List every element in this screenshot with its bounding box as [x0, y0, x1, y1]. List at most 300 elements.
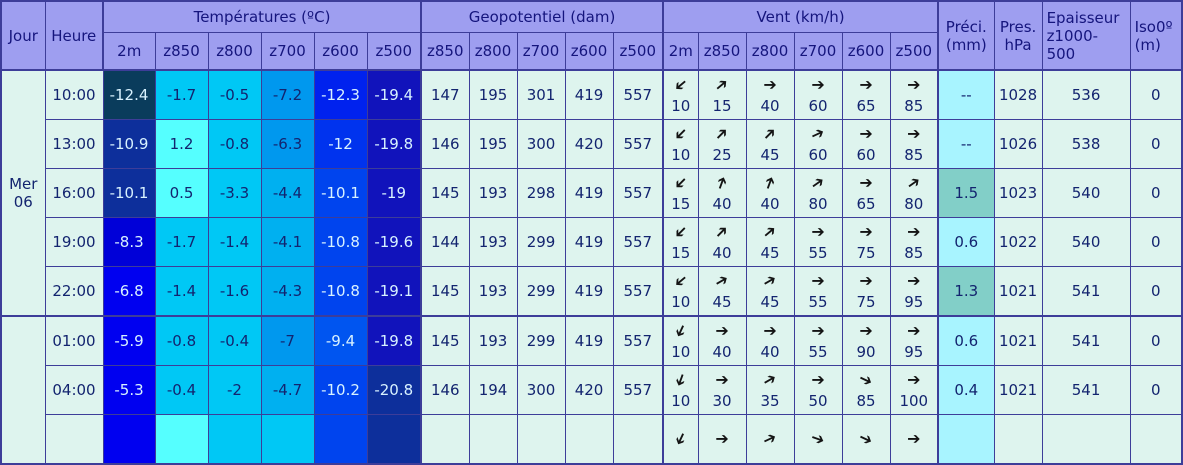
temp-cell: 1.2 — [155, 120, 208, 169]
temp-cell: -6.8 — [103, 267, 155, 317]
temp-cell: -0.8 — [208, 120, 261, 169]
wind-speed-value: 40 — [712, 195, 732, 213]
temp-cell: -10.8 — [314, 267, 367, 317]
wind-direction-arrow-icon — [795, 172, 842, 194]
wind-arrow-glyph: ➔ — [758, 122, 782, 146]
wind-speed-value: 85 — [904, 97, 924, 115]
wind-speed-value: 15 — [671, 195, 691, 213]
wind-speed-value: 95 — [904, 293, 924, 311]
wind-cell — [746, 366, 794, 415]
wind-arrow-glyph: ➔ — [811, 321, 825, 340]
wind-cell — [698, 70, 746, 120]
wind-direction-arrow-icon — [795, 221, 842, 243]
wind-cell — [663, 169, 698, 218]
wind-cell — [663, 415, 698, 465]
wind-speed-value: 45 — [760, 244, 780, 262]
temp-cell: -19.6 — [367, 218, 421, 267]
temp-cell — [261, 415, 314, 465]
wind-speed-value: 15 — [671, 244, 691, 262]
wind-cell — [842, 70, 890, 120]
forecast-row — [1, 366, 1182, 415]
iso0-cell: 0 — [1130, 120, 1182, 169]
col-header-preci — [938, 1, 994, 70]
pression-cell: 1023 — [994, 169, 1042, 218]
group-header-geopotentiel: Geopotentiel (dam) — [421, 1, 663, 33]
wind-cell — [698, 169, 746, 218]
wind-arrow-glyph: ➔ — [859, 75, 873, 94]
wind-arrow-glyph: ➔ — [758, 220, 781, 244]
wind-cell — [746, 70, 794, 120]
wind-direction-arrow-icon — [747, 221, 794, 243]
wind-cell — [698, 120, 746, 169]
forecast-row — [1, 267, 1182, 317]
temp-cell: -2 — [208, 366, 261, 415]
precipitation-cell: 0.6 — [938, 218, 994, 267]
temp-cell: -0.5 — [208, 70, 261, 120]
precipitation-cell — [938, 415, 994, 465]
temp-cell: -19.1 — [367, 267, 421, 317]
geopotentiel-cell: 420 — [565, 366, 613, 415]
wind-cell — [890, 120, 938, 169]
col-header-iso-line: Iso0º — [1134, 17, 1173, 36]
wind-arrow-glyph: ➔ — [759, 427, 780, 450]
wind-speed-value: 65 — [856, 97, 876, 115]
col-header-iso — [1130, 1, 1182, 70]
iso0-cell: 0 — [1130, 169, 1182, 218]
wind-direction-arrow-icon — [664, 123, 698, 145]
wind-cell — [842, 366, 890, 415]
wind-arrow-glyph: ➔ — [711, 268, 733, 293]
temp-cell: 0.5 — [155, 169, 208, 218]
wind-direction-arrow-icon — [795, 270, 842, 292]
wind-arrow-glyph: ➔ — [669, 73, 693, 97]
geopotentiel-cell — [421, 415, 469, 465]
temp-cell — [314, 415, 367, 465]
wind-direction-arrow-icon — [843, 270, 890, 292]
wind-direction-arrow-icon — [747, 369, 794, 391]
wind-speed-value: 10 — [671, 97, 691, 115]
table-header — [1, 1, 1182, 70]
wind-cell — [663, 70, 698, 120]
wind-direction-arrow-icon — [747, 270, 794, 292]
wind-arrow-glyph: ➔ — [669, 321, 693, 342]
wind-arrow-glyph: ➔ — [806, 170, 829, 195]
geopotentiel-cell — [613, 415, 663, 465]
wind-arrow-glyph: ➔ — [907, 370, 921, 389]
geopotentiel-cell: 557 — [613, 267, 663, 317]
col-header-temperatures-z700: z700 — [261, 33, 314, 71]
precipitation-cell: 0.6 — [938, 316, 994, 366]
wind-speed-value: 10 — [671, 343, 691, 361]
pression-cell: 1026 — [994, 120, 1042, 169]
wind-arrow-glyph: ➔ — [670, 370, 693, 390]
wind-cell — [842, 267, 890, 317]
wind-arrow-glyph: ➔ — [669, 171, 693, 195]
wind-speed-value: 35 — [760, 392, 780, 410]
temp-cell: -0.4 — [208, 316, 261, 366]
wind-speed-value: 95 — [904, 343, 924, 361]
geopotentiel-cell — [517, 415, 565, 465]
wind-arrow-glyph: ➔ — [669, 122, 693, 146]
geopotentiel-cell: 147 — [421, 70, 469, 120]
geopotentiel-cell: 419 — [565, 218, 613, 267]
wind-speed-value: 65 — [856, 195, 876, 213]
wind-cell — [794, 366, 842, 415]
heure-cell: 13:00 — [45, 120, 103, 169]
temp-cell: -7 — [261, 316, 314, 366]
wind-cell — [663, 267, 698, 317]
pression-cell: 1021 — [994, 316, 1042, 366]
wind-direction-arrow-icon — [664, 270, 698, 292]
wind-arrow-glyph: ➔ — [763, 321, 777, 340]
wind-speed-value: 15 — [712, 97, 732, 115]
wind-speed-value: 75 — [856, 293, 876, 311]
geopotentiel-cell: 557 — [613, 70, 663, 120]
temp-cell — [208, 415, 261, 465]
wind-direction-arrow-icon — [891, 172, 938, 194]
col-header-pres-line: hPa — [1004, 35, 1032, 54]
wind-speed-value: 45 — [760, 293, 780, 311]
wind-direction-arrow-icon — [891, 74, 938, 96]
geopotentiel-cell: 419 — [565, 316, 613, 366]
wind-cell — [698, 316, 746, 366]
pression-cell: 1021 — [994, 366, 1042, 415]
wind-direction-arrow-icon — [664, 369, 698, 391]
wind-cell — [890, 70, 938, 120]
wind-cell — [890, 316, 938, 366]
geopotentiel-cell: 557 — [613, 169, 663, 218]
wind-speed-value: 60 — [808, 97, 828, 115]
wind-speed-value: 90 — [856, 343, 876, 361]
wind-cell — [663, 120, 698, 169]
epaisseur-cell: 541 — [1042, 316, 1130, 366]
col-header-vent-z700: z700 — [794, 33, 842, 71]
wind-speed-value: 10 — [671, 293, 691, 311]
wind-speed-value: 60 — [856, 146, 876, 164]
wind-arrow-glyph: ➔ — [715, 370, 729, 389]
wind-arrow-glyph: ➔ — [856, 427, 877, 450]
col-header-geopotentiel-z600: z600 — [565, 33, 613, 71]
wind-direction-arrow-icon — [699, 369, 746, 391]
jour-label-line: 06 — [13, 193, 33, 211]
epaisseur-cell: 541 — [1042, 366, 1130, 415]
pression-cell — [994, 415, 1042, 465]
temp-cell: -4.1 — [261, 218, 314, 267]
geopotentiel-cell: 145 — [421, 169, 469, 218]
temp-cell: -8.3 — [103, 218, 155, 267]
forecast-row — [1, 120, 1182, 169]
pression-cell: 1028 — [994, 70, 1042, 120]
temp-cell: -10.9 — [103, 120, 155, 169]
wind-arrow-glyph: ➔ — [859, 271, 873, 290]
forecast-row — [1, 316, 1182, 366]
temp-cell: -6.3 — [261, 120, 314, 169]
wind-arrow-glyph: ➔ — [811, 75, 825, 94]
wind-cell — [890, 267, 938, 317]
wind-speed-value: 75 — [856, 244, 876, 262]
wind-speed-value: 10 — [671, 146, 691, 164]
wind-arrow-glyph: ➔ — [859, 321, 873, 340]
jour-label-line: Mer — [9, 175, 38, 193]
wind-arrow-glyph: ➔ — [710, 173, 733, 193]
temp-cell: -12.4 — [103, 70, 155, 120]
wind-direction-arrow-icon — [843, 172, 890, 194]
wind-arrow-glyph: ➔ — [907, 429, 921, 448]
iso0-cell: 0 — [1130, 218, 1182, 267]
geopotentiel-cell: 193 — [469, 316, 517, 366]
table-body — [1, 70, 1182, 464]
geopotentiel-cell: 557 — [613, 218, 663, 267]
wind-cell — [698, 366, 746, 415]
temp-cell: -12 — [314, 120, 367, 169]
wind-arrow-glyph: ➔ — [669, 429, 693, 450]
wind-direction-arrow-icon — [664, 221, 698, 243]
col-header-vent-z500: z500 — [890, 33, 938, 71]
wind-cell — [794, 415, 842, 465]
col-header-epaisseur-line: 500 — [1046, 44, 1076, 63]
col-header-preci-line: Préci. — [945, 17, 987, 36]
heure-cell: 10:00 — [45, 70, 103, 120]
temp-cell: -10.1 — [103, 169, 155, 218]
iso0-cell: 0 — [1130, 366, 1182, 415]
col-header-epaisseur-line: Epaisseur — [1046, 8, 1120, 27]
temp-cell: -1.4 — [155, 267, 208, 317]
temp-cell: -19.8 — [367, 316, 421, 366]
wind-direction-arrow-icon — [664, 320, 698, 342]
wind-arrow-glyph: ➔ — [759, 268, 781, 293]
col-header-geopotentiel-z850: z850 — [421, 33, 469, 71]
geopotentiel-cell — [469, 415, 517, 465]
wind-arrow-glyph: ➔ — [907, 222, 921, 241]
wind-cell — [842, 415, 890, 465]
heure-cell — [45, 415, 103, 465]
wind-speed-value: 10 — [671, 392, 691, 410]
wind-cell — [794, 169, 842, 218]
wind-speed-value: 45 — [760, 146, 780, 164]
wind-cell — [698, 267, 746, 317]
col-header-temperatures-z800: z800 — [208, 33, 261, 71]
temp-cell: -19.4 — [367, 70, 421, 120]
wind-direction-arrow-icon — [795, 369, 842, 391]
col-header-epaisseur-line: z1000- — [1046, 26, 1099, 45]
geopotentiel-cell: 300 — [517, 120, 565, 169]
geopotentiel-cell: 146 — [421, 120, 469, 169]
precipitation-cell: -- — [938, 120, 994, 169]
col-header-temperatures-z600: z600 — [314, 33, 367, 71]
wind-speed-value: 40 — [712, 244, 732, 262]
epaisseur-cell: 538 — [1042, 120, 1130, 169]
geopotentiel-cell: 557 — [613, 316, 663, 366]
wind-cell — [842, 169, 890, 218]
temp-cell: -4.3 — [261, 267, 314, 317]
wind-speed-value: 25 — [712, 146, 732, 164]
temp-cell: -0.4 — [155, 366, 208, 415]
wind-cell — [890, 169, 938, 218]
pression-cell: 1022 — [994, 218, 1042, 267]
col-header-heure: Heure — [45, 1, 103, 70]
wind-arrow-glyph: ➔ — [902, 170, 925, 195]
forecast-row — [1, 218, 1182, 267]
wind-direction-arrow-icon — [699, 221, 746, 243]
wind-cell — [794, 120, 842, 169]
wind-direction-arrow-icon — [664, 74, 698, 96]
wind-arrow-glyph: ➔ — [710, 220, 734, 244]
geopotentiel-cell: 299 — [517, 267, 565, 317]
wind-direction-arrow-icon — [843, 320, 890, 342]
wind-direction-arrow-icon — [891, 320, 938, 342]
geopotentiel-cell: 193 — [469, 169, 517, 218]
geopotentiel-cell: 300 — [517, 366, 565, 415]
wind-arrow-glyph: ➔ — [907, 271, 921, 290]
geopotentiel-cell: 420 — [565, 120, 613, 169]
wind-arrow-glyph: ➔ — [808, 427, 828, 450]
wind-arrow-glyph: ➔ — [859, 124, 873, 143]
heure-cell: 19:00 — [45, 218, 103, 267]
wind-arrow-glyph: ➔ — [710, 122, 734, 146]
temp-cell: -19 — [367, 169, 421, 218]
wind-speed-value: 55 — [808, 293, 828, 311]
wind-speed-value: 55 — [808, 343, 828, 361]
wind-arrow-glyph: ➔ — [907, 321, 921, 340]
wind-cell — [746, 120, 794, 169]
wind-cell — [794, 70, 842, 120]
heure-cell: 04:00 — [45, 366, 103, 415]
wind-direction-arrow-icon — [795, 123, 842, 145]
forecast-row — [1, 70, 1182, 120]
epaisseur-cell: 541 — [1042, 267, 1130, 317]
geopotentiel-cell: 195 — [469, 70, 517, 120]
wind-arrow-glyph: ➔ — [907, 75, 921, 94]
wind-arrow-glyph: ➔ — [669, 269, 693, 293]
geopotentiel-cell: 193 — [469, 218, 517, 267]
temp-cell — [155, 415, 208, 465]
group-header-temperatures: Températures (ºC) — [103, 1, 421, 33]
wind-direction-arrow-icon — [891, 123, 938, 145]
col-header-vent-z600: z600 — [842, 33, 890, 71]
wind-direction-arrow-icon — [664, 428, 698, 450]
geopotentiel-cell — [565, 415, 613, 465]
wind-cell — [842, 120, 890, 169]
wind-cell — [890, 366, 938, 415]
temp-cell — [367, 415, 421, 465]
col-header-temperatures-2m: 2m — [103, 33, 155, 71]
wind-direction-arrow-icon — [843, 428, 890, 450]
jour-cell — [1, 316, 45, 464]
wind-speed-value: 60 — [808, 146, 828, 164]
wind-cell — [794, 316, 842, 366]
wind-arrow-glyph: ➔ — [758, 173, 781, 193]
geopotentiel-cell: 145 — [421, 267, 469, 317]
wind-arrow-glyph: ➔ — [811, 370, 825, 389]
wind-speed-value: 45 — [712, 293, 732, 311]
geopotentiel-cell: 144 — [421, 218, 469, 267]
wind-direction-arrow-icon — [843, 74, 890, 96]
geopotentiel-cell: 146 — [421, 366, 469, 415]
temp-cell: -7.2 — [261, 70, 314, 120]
col-header-vent-z800: z800 — [746, 33, 794, 71]
wind-arrow-glyph: ➔ — [856, 368, 877, 391]
wind-arrow-glyph: ➔ — [811, 271, 825, 290]
wind-cell — [842, 316, 890, 366]
epaisseur-cell: 540 — [1042, 218, 1130, 267]
wind-arrow-glyph: ➔ — [859, 173, 873, 192]
wind-direction-arrow-icon — [747, 320, 794, 342]
wind-cell — [698, 415, 746, 465]
wind-direction-arrow-icon — [747, 74, 794, 96]
col-header-pres-line: Pres. — [999, 17, 1037, 36]
wind-direction-arrow-icon — [891, 270, 938, 292]
iso0-cell — [1130, 415, 1182, 465]
wind-cell — [663, 366, 698, 415]
wind-speed-value: 55 — [808, 244, 828, 262]
wind-cell — [890, 415, 938, 465]
temp-cell: -12.3 — [314, 70, 367, 120]
wind-speed-value: 85 — [904, 244, 924, 262]
temp-cell: -1.7 — [155, 70, 208, 120]
precipitation-cell: -- — [938, 70, 994, 120]
heure-cell: 16:00 — [45, 169, 103, 218]
wind-direction-arrow-icon — [699, 428, 746, 450]
wind-arrow-glyph: ➔ — [669, 220, 693, 244]
temp-cell: -0.8 — [155, 316, 208, 366]
wind-direction-arrow-icon — [747, 428, 794, 450]
wind-cell — [663, 316, 698, 366]
geopotentiel-cell: 557 — [613, 366, 663, 415]
wind-cell — [794, 267, 842, 317]
geopotentiel-cell: 419 — [565, 267, 613, 317]
wind-cell — [794, 218, 842, 267]
precipitation-cell: 1.5 — [938, 169, 994, 218]
group-header-vent: Vent (km/h) — [663, 1, 938, 33]
col-header-geopotentiel-z800: z800 — [469, 33, 517, 71]
wind-arrow-glyph: ➔ — [763, 75, 777, 94]
wind-speed-value: 40 — [760, 195, 780, 213]
wind-direction-arrow-icon — [843, 369, 890, 391]
wind-speed-value: 40 — [712, 343, 732, 361]
epaisseur-cell: 540 — [1042, 169, 1130, 218]
col-header-vent-2m: 2m — [663, 33, 698, 71]
wind-arrow-glyph: ➔ — [715, 321, 729, 340]
temp-cell: -20.8 — [367, 366, 421, 415]
wind-speed-value: 85 — [904, 146, 924, 164]
temp-cell: -1.7 — [155, 218, 208, 267]
wind-direction-arrow-icon — [699, 123, 746, 145]
wind-speed-value: 30 — [712, 392, 732, 410]
wind-cell — [746, 218, 794, 267]
temp-cell: -10.1 — [314, 169, 367, 218]
wind-direction-arrow-icon — [843, 123, 890, 145]
wind-arrow-glyph: ➔ — [907, 124, 921, 143]
wind-cell — [890, 218, 938, 267]
geopotentiel-cell: 299 — [517, 218, 565, 267]
wind-direction-arrow-icon — [891, 428, 938, 450]
wind-cell — [663, 218, 698, 267]
wind-direction-arrow-icon — [843, 221, 890, 243]
forecast-row — [1, 415, 1182, 465]
wind-arrow-glyph: ➔ — [811, 222, 825, 241]
temp-cell: -5.9 — [103, 316, 155, 366]
precipitation-cell: 0.4 — [938, 366, 994, 415]
wind-speed-value: 50 — [808, 392, 828, 410]
heure-cell: 01:00 — [45, 316, 103, 366]
col-header-temperatures-z850: z850 — [155, 33, 208, 71]
col-header-geopotentiel-z700: z700 — [517, 33, 565, 71]
wind-arrow-glyph: ➔ — [715, 429, 729, 448]
wind-arrow-glyph: ➔ — [859, 222, 873, 241]
col-header-vent-z850: z850 — [698, 33, 746, 71]
wind-cell — [698, 218, 746, 267]
wind-speed-value: 100 — [899, 392, 929, 410]
